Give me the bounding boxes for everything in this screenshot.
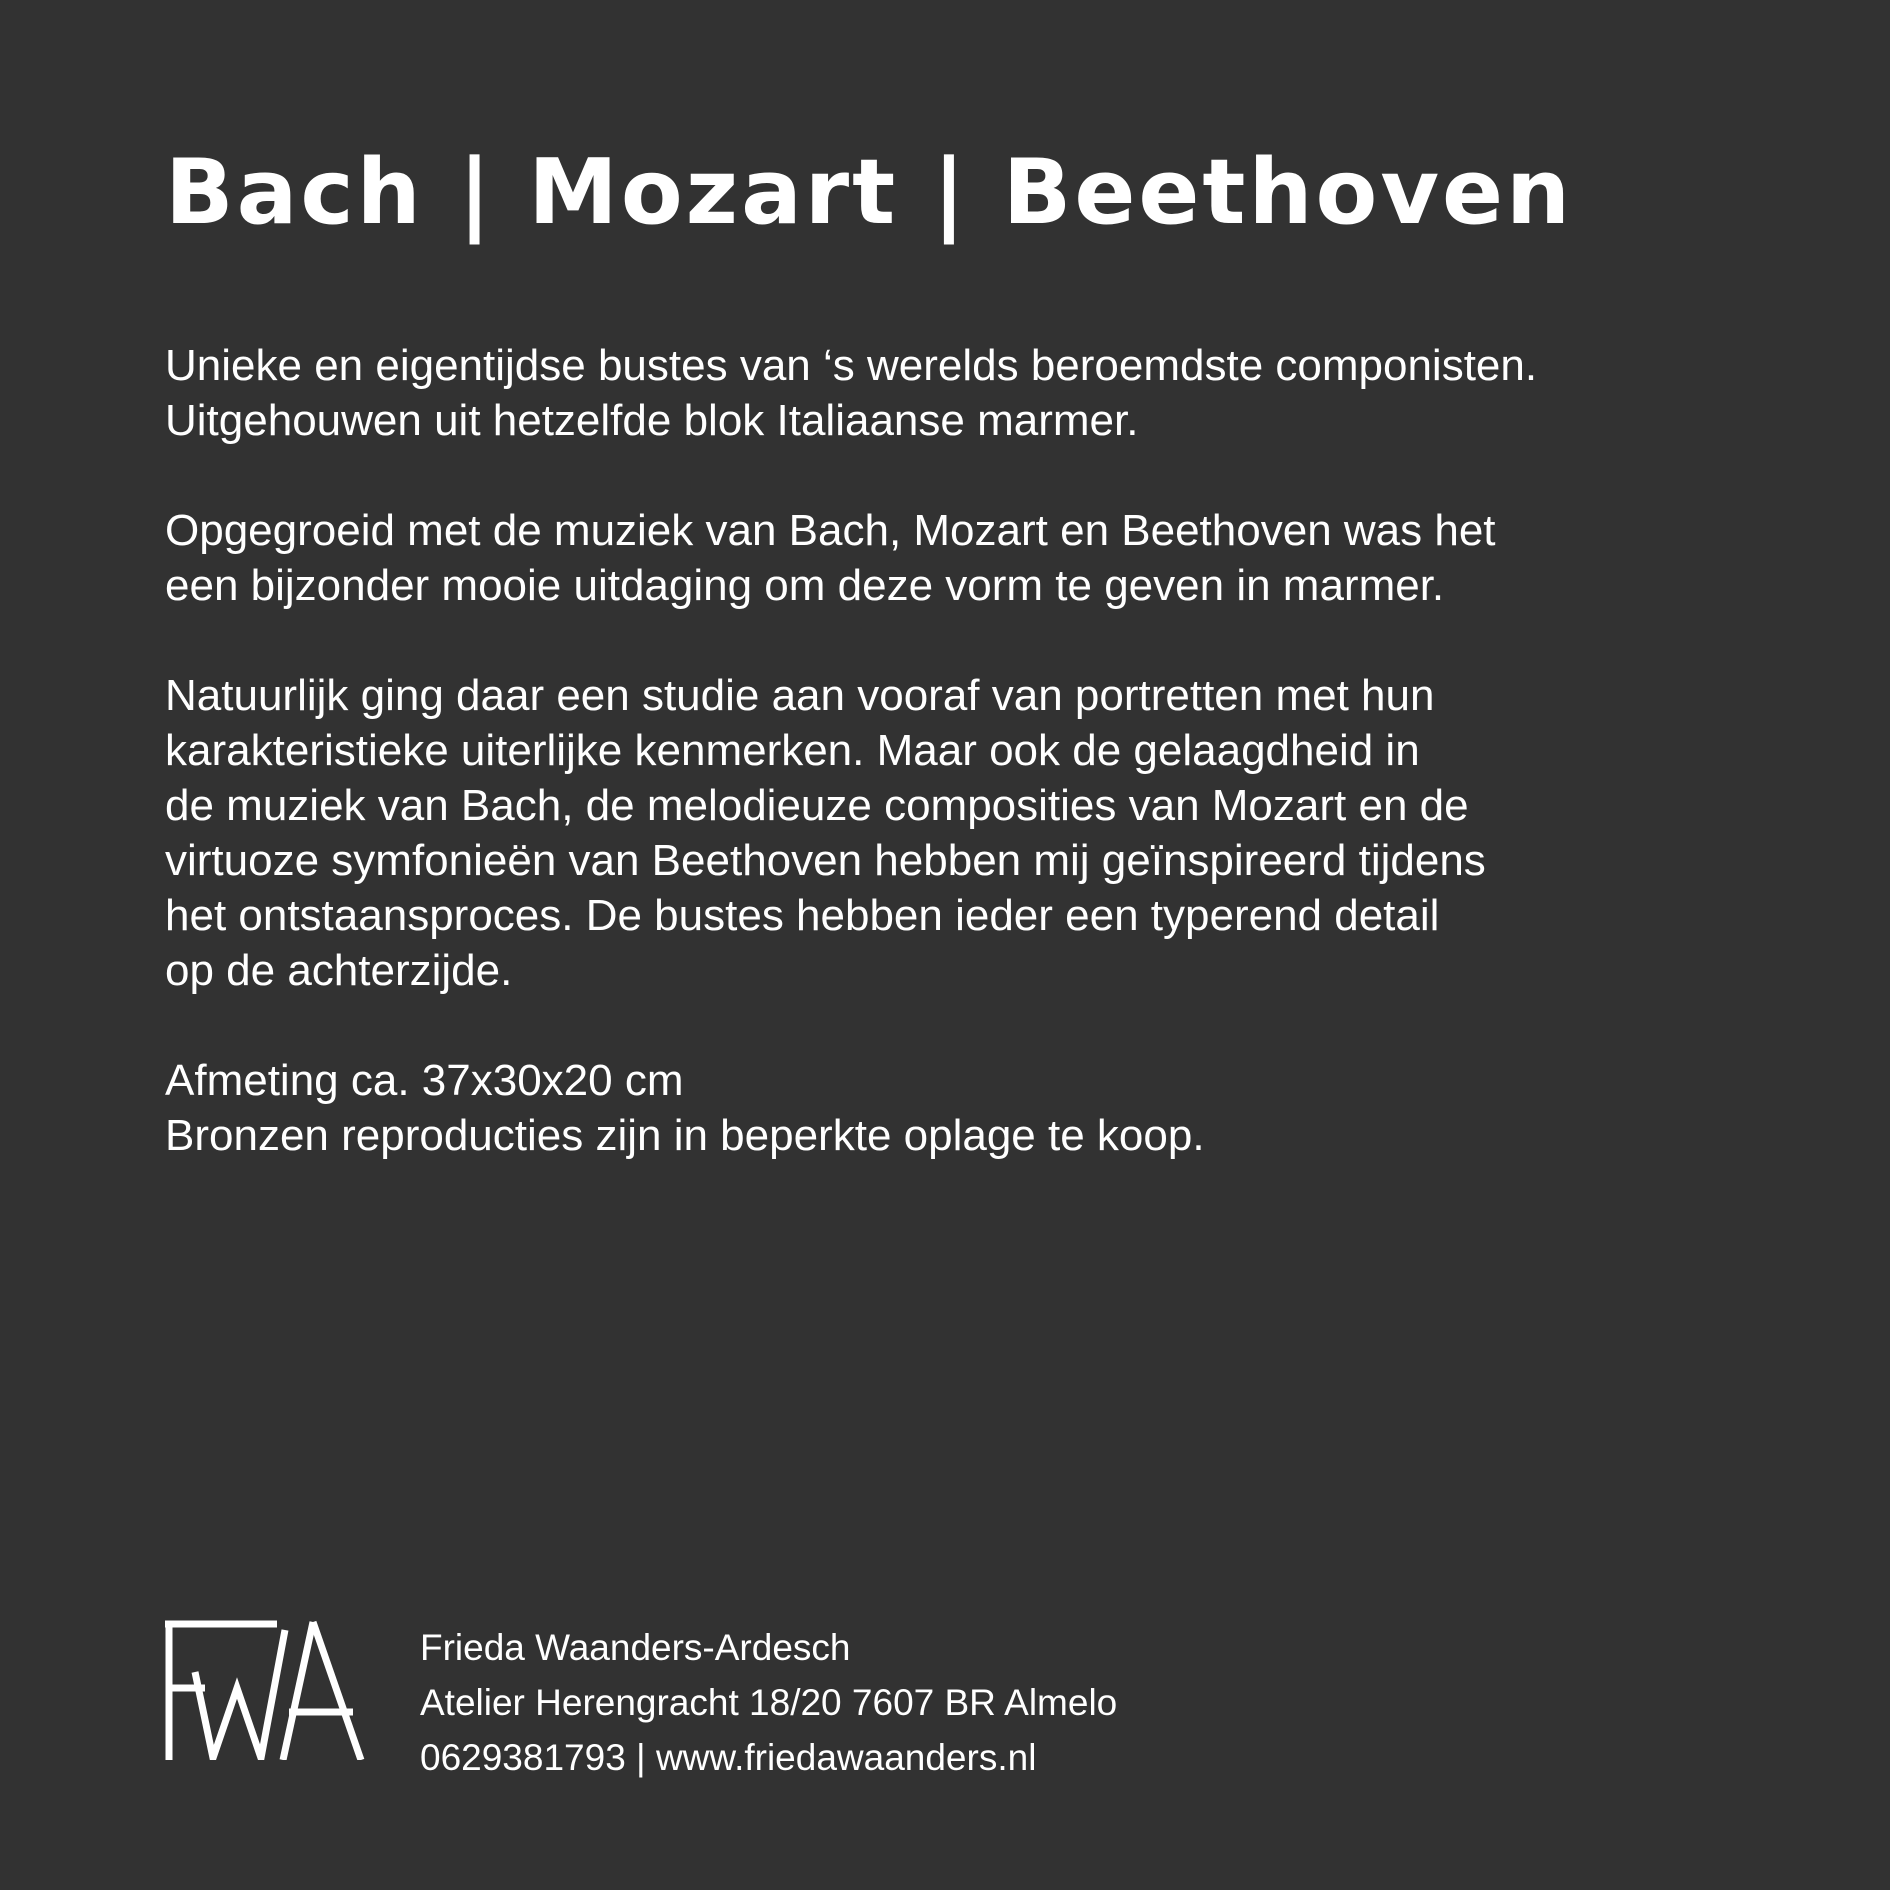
contact-block bbox=[420, 1620, 1117, 1785]
text-line: een bijzonder mooie uitdaging om deze vorm te geven in marmer. bbox=[165, 561, 1445, 610]
paragraph-dimensions bbox=[165, 1053, 1765, 1163]
text-line: Afmeting ca. 37x30x20 cm bbox=[165, 1056, 684, 1105]
paragraph-intro bbox=[165, 338, 1765, 448]
text-line: virtuoze symfonieën van Beethoven hebben mij geïnspireerd tijdens bbox=[165, 836, 1486, 885]
text-line: op de achterzijde. bbox=[165, 946, 513, 995]
text-line: Bronzen reproducties zijn in beperkte oplage te koop. bbox=[165, 1111, 1205, 1160]
text-line: Uitgehouwen uit hetzelfde blok Italiaanse marmer. bbox=[165, 396, 1139, 445]
paragraph-background bbox=[165, 503, 1765, 613]
text-line: Unieke en eigentijdse bustes van ‘s werelds beroemdste componisten. bbox=[165, 341, 1538, 390]
text-line: Opgegroeid met de muziek van Bach, Mozart en Beethoven was het bbox=[165, 506, 1496, 555]
address: Atelier Herengracht 18/20 7607 BR Almelo bbox=[420, 1682, 1118, 1723]
text-line: de muziek van Bach, de melodieuze composities van Mozart en de bbox=[165, 781, 1469, 830]
body-text bbox=[165, 338, 1765, 1218]
phone-website: 0629381793 | www.friedawaanders.nl bbox=[420, 1737, 1037, 1778]
fwa-logo bbox=[165, 1620, 365, 1760]
text-line: karakteristieke uiterlijke kenmerken. Maar ook de gelaagdheid in bbox=[165, 726, 1420, 775]
paragraph-process bbox=[165, 668, 1765, 998]
artist-name: Frieda Waanders-Ardesch bbox=[420, 1627, 851, 1668]
page-title: Bach | Mozart | Beethoven bbox=[165, 140, 1574, 245]
text-line: Natuurlijk ging daar een studie aan vooraf van portretten met hun bbox=[165, 671, 1435, 720]
text-line: het ontstaansproces. De bustes hebben ieder een typerend detail bbox=[165, 891, 1440, 940]
